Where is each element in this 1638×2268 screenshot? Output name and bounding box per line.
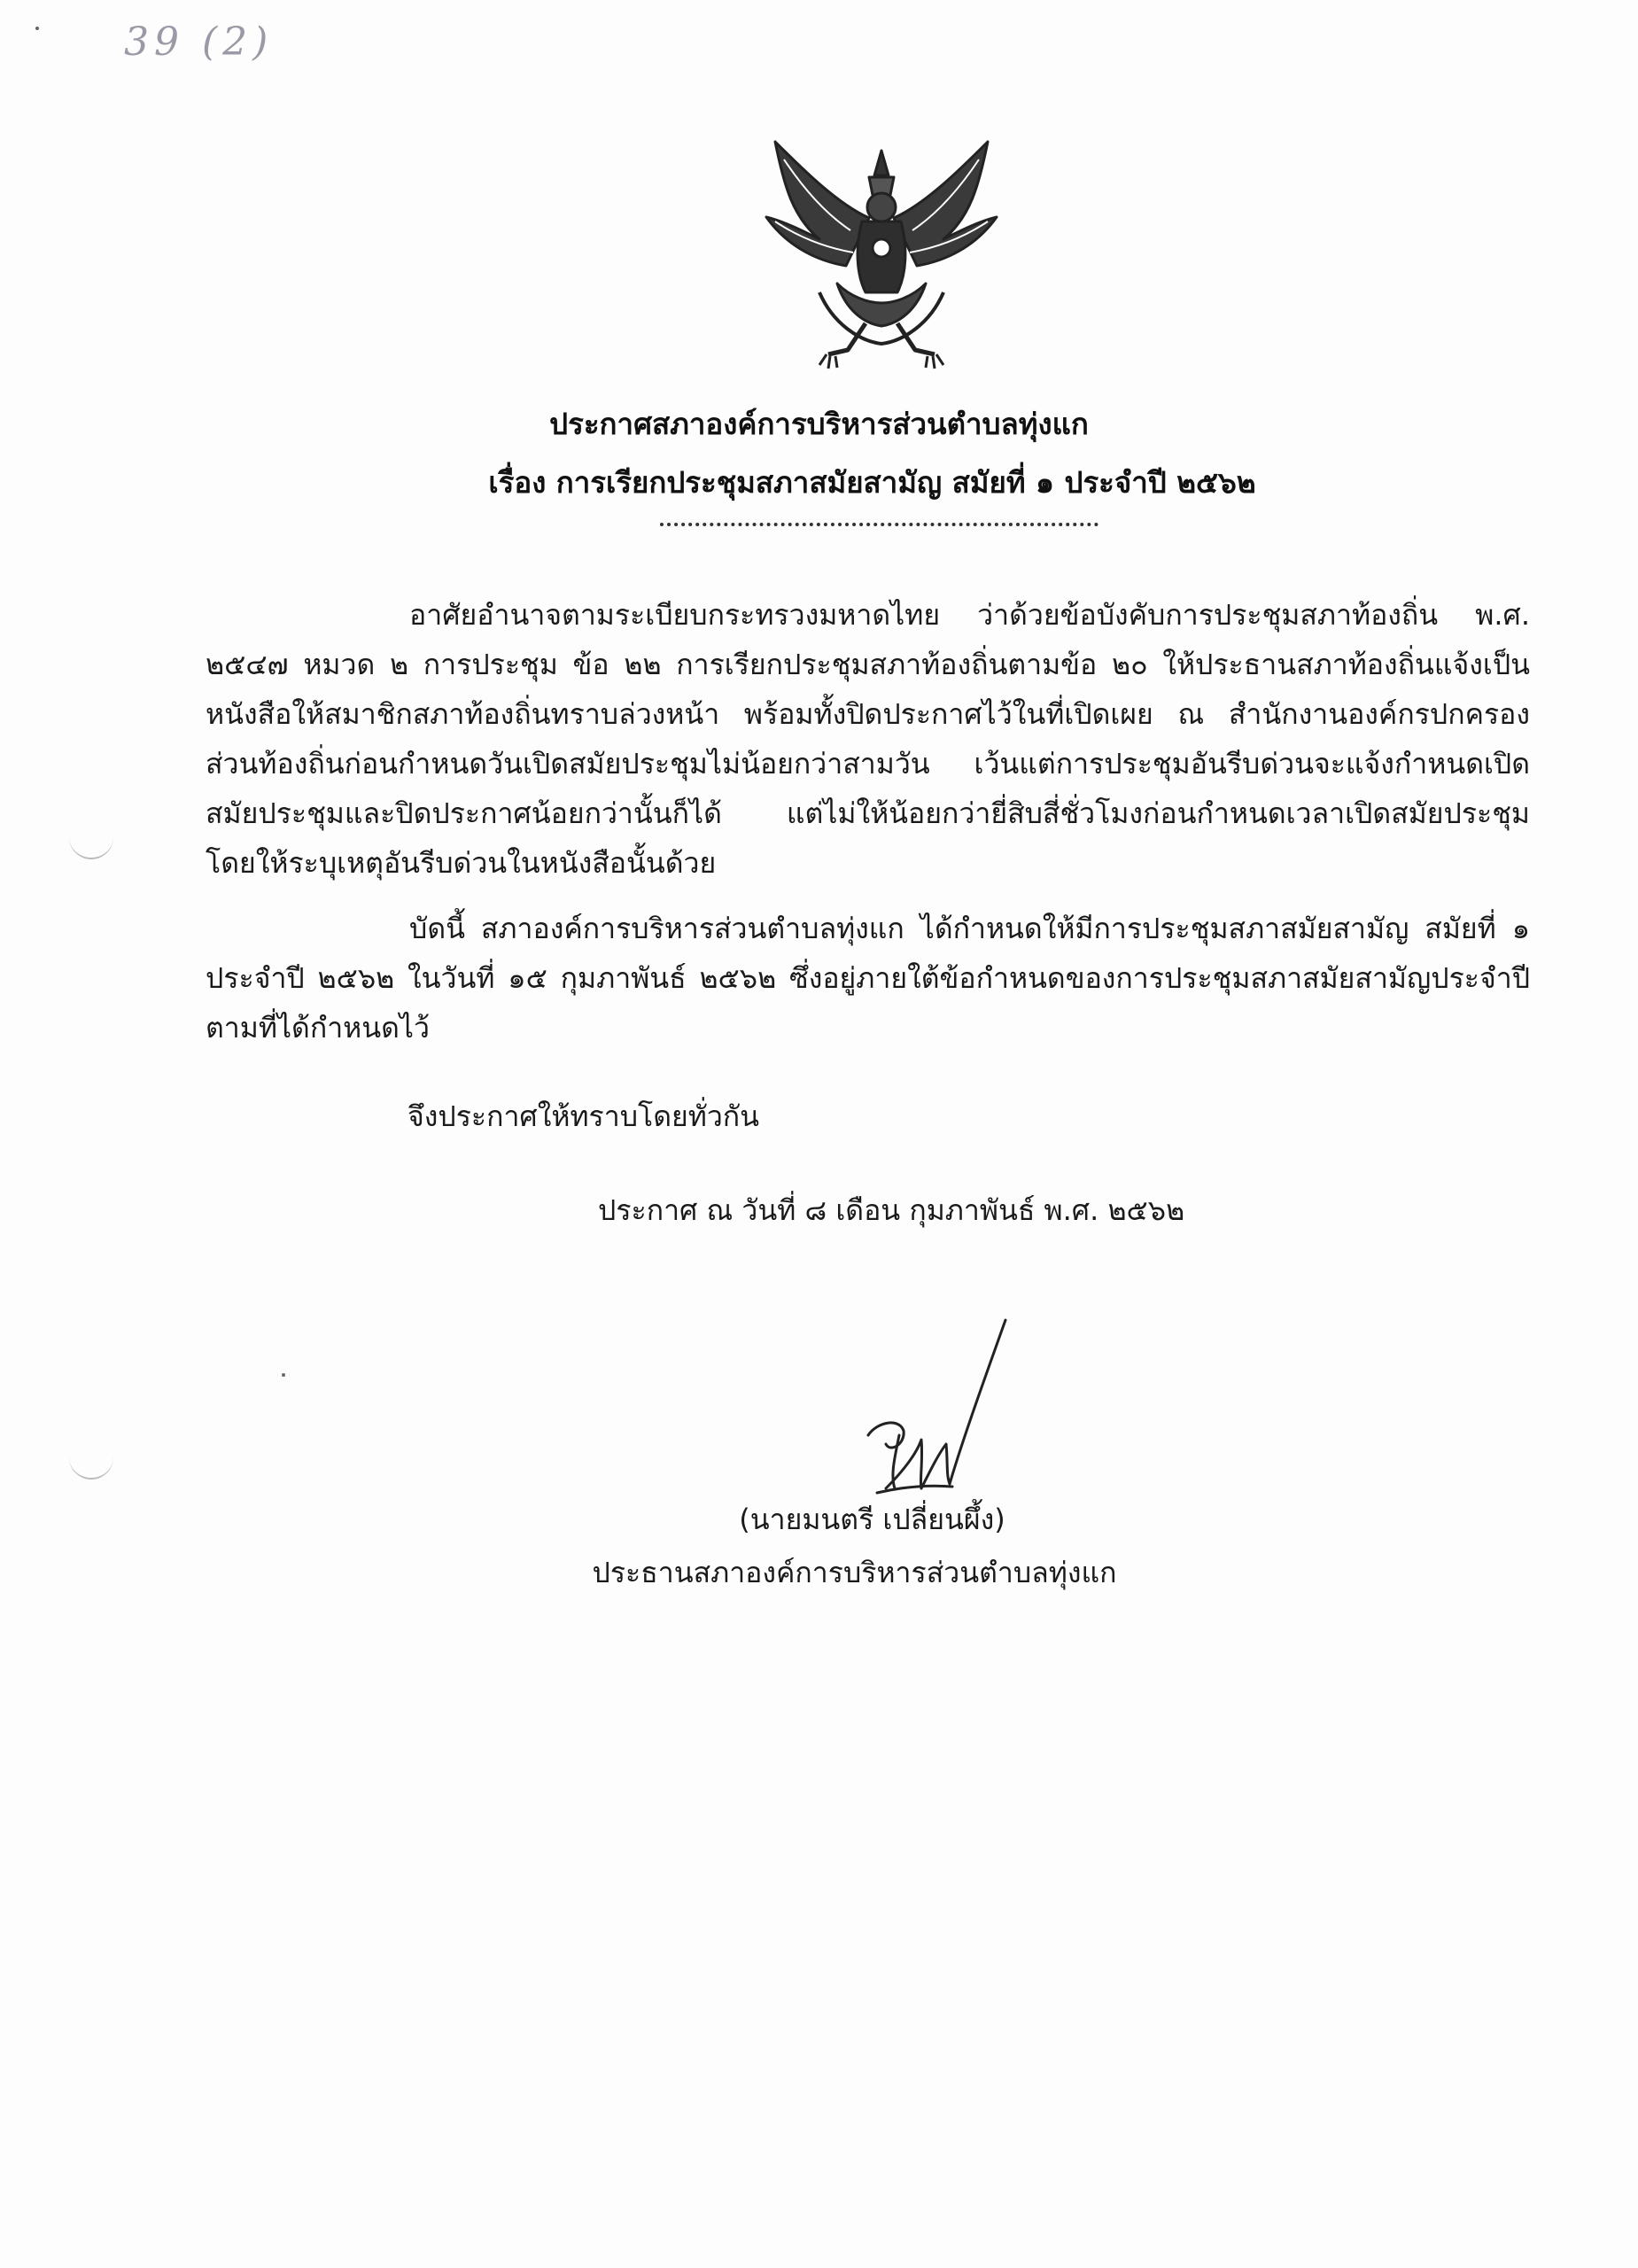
signer-title: ประธานสภาองค์การบริหารส่วนตำบลทุ่งแก bbox=[592, 1556, 1117, 1589]
handwritten-signature-icon bbox=[850, 1311, 1019, 1506]
announcement-date: ประกาศ ณ วันที่ ๘ เดือน กุมภาพันธ์ พ.ศ. ๒๕๖๒ bbox=[598, 1193, 1185, 1227]
body-paragraph-3: จึงประกาศให้ทราบโดยทั่วกัน bbox=[408, 1099, 760, 1133]
scan-speck bbox=[35, 27, 39, 30]
dotted-divider bbox=[660, 523, 1098, 526]
announcement-subject: เรื่อง การเรียกประชุมสภาสมัยสามัญ สมัยที่ ๑ ประจำปี ๒๕๖๒ bbox=[488, 465, 1256, 500]
paragraph-2-text: บัดนี้ สภาองค์การบริหารส่วนตำบลทุ่งแก ได้กำหนดให้มีการประชุมสภาสมัยสามัญ สมัยที่ ๑ ประจำปี ๒๕๖๒ ในวันที่ ๑๕ กุมภาพันธ์ ๒๕๖๒ ซึ่งอยู่ภายใต้ข้อกำหนดของการประชุมสภาสมัยสามัญประจำปีตามที่ได้กำหนดไว้ bbox=[206, 912, 1530, 1045]
punch-hole-mark bbox=[69, 1453, 113, 1480]
handwritten-page-number: 39 (2) bbox=[124, 19, 274, 65]
paragraph-1-text: อาศัยอำนาจตามระเบียบกระทรวงมหาดไทย ว่าด้วยข้อบังคับการประชุมสภาท้องถิ่น พ.ศ. ๒๕๔๗ หมวด ๒ การประชุม ข้อ ๒๒ การเรียกประชุมสภาท้องถิ่นตามข้อ ๒๐ ให้ประธานสภาท้องถิ่นแจ้งเป็นหนังสือให้สมาชิกสภาท้องถิ่นทราบล่วงหน้า พร้อมทั้งปิดประกาศไว้ในที่เปิดเผย ณ สำนักงานองค์กรปกครองส่วนท้องถิ่นก่อนกำหนดวันเปิดสมัยประชุมไม่น้อยกว่าสามวัน เว้นแต่การประชุมอันรีบด่วนจะแจ้งกำหนดเปิดสมัยประชุมและปิดประกาศน้อยกว่านั้นก็ได้ แต่ไม่ให้น้อยกว่ายี่สิบสี่ชั่วโมงก่อนกำหนดเวลาเปิดสมัยประชุม โดยให้ระบุเหตุอันรีบด่วนในหนังสือนั้นด้วย bbox=[206, 598, 1530, 880]
body-paragraph-1 bbox=[206, 590, 1530, 888]
scan-speck bbox=[282, 1373, 285, 1377]
body-paragraph-2 bbox=[206, 904, 1530, 1052]
announcement-title: ประกาศสภาองค์การบริหารส่วนตำบลทุ่งแก bbox=[549, 407, 1089, 441]
garuda-emblem-icon bbox=[749, 133, 1014, 381]
signer-name: (นายมนตรี เปลี่ยนผึ้ง) bbox=[739, 1503, 1005, 1536]
punch-hole-mark bbox=[69, 833, 113, 859]
